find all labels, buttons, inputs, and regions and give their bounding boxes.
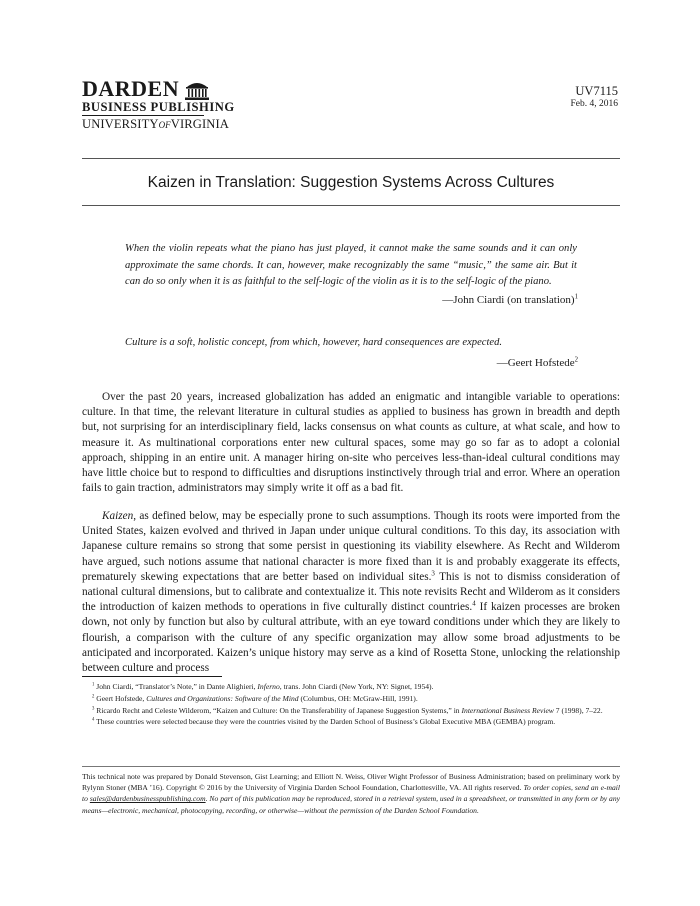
p2-part-b: This is not to dismiss consideration of national cultural dimensions, but to calibrate and contextualize it. This note revisits Recht and Wilderom as it considers the introduction of kaizen methods to operations in five culturally distinct countries.: [82, 570, 620, 614]
doc-code: UV7115: [575, 84, 618, 98]
epigraph-hofstede-attribution: [497, 357, 578, 370]
page-title: Kaizen in Translation: Suggestion Systems Across Cultures: [147, 174, 555, 191]
notice-text: This technical note was prepared by Donald Stevenson, Gist Learning; and Elliott N. Weiss, Oliver Wight Professor of Business Administration; based on preliminary work by Rylynn Stoner (MBA ’16). Copyright © 2016 by the University of Virginia Darden School Foundation, Charlottesville, VA. All rights reserved.: [82, 772, 620, 793]
footnote-ref-1: 1: [574, 293, 578, 301]
footnote-1: [82, 682, 620, 693]
epigraph-hofstede: Culture is a soft, holistic concept, from which, however, hard consequences are expected.: [125, 337, 503, 348]
footnotes: [82, 682, 620, 729]
footnote-3-a: Ricardo Recht and Celeste Wilderom, “Kaizen and Culture: On the Transferability of Japanese Suggestion Systems,” in: [94, 705, 462, 715]
hofstede-attribution-text: —Geert Hofstede: [496, 357, 575, 369]
footnote-2-title: Cultures and Organizations: Software of the Mind: [146, 693, 299, 703]
logo-university-b: VIRGINIA: [170, 117, 229, 131]
footnote-3: [82, 706, 620, 717]
paragraph-1-text: Over the past 20 years, increased globalization has added an enigmatic and intangible variable to operations: culture. In that time, the relevant literature in cultural studies as applied to business has grown in breadth and depth but, not surprising for an interdisciplinary field, lacks consensus on what counts as culture, at what scale, and how to measure it. As multinational corporations enter new cultural spaces, some may go so far as to adopt a colonial approach, shipping in an entire unit. A manager hiring on-site who perceives less-than-ideal cultural conditions may have little choice but to respond to difficulties and disruptions instinctively through trial and error. Where an operation fails to gain traction, administrators may simply write it off as a bad fit.: [82, 391, 620, 495]
footnote-4: [82, 717, 620, 728]
title-rule-bottom: [82, 205, 620, 206]
rotunda-icon: [185, 80, 209, 100]
footnote-3-number: 3: [92, 706, 95, 712]
sales-email-link[interactable]: sales@dardenbusinesspublishing.com: [89, 794, 206, 804]
logo-business-publishing: BUSINESS PUBLISHING: [82, 100, 235, 114]
footnote-4-number: 4: [92, 717, 95, 723]
p2-part-a: , as defined below, may be especially prone to such assumptions. Though its roots were imported from the United States, kaizen evolved and thrived in Japan under unique cultural conditions. To this day, its association with Japanese culture remains so strong that some persist in questioning its viability elsewhere. As Recht and Wilderom have argued, such notions assume that national character is more fixed than it is and probably exaggerate its effects, prematurely skewing expectations that are better based on individual sites.: [82, 510, 620, 583]
logo-university: [82, 117, 229, 131]
footnote-rule: [82, 676, 222, 677]
p2-part-c: If kaizen processes are broken down, not only by function but also by cultural attribute, with an eye toward conditions under which they are likely to flourish, a comparison with the culture of any specific organization may allow some broad adjustments to be anticipated and incorporated. Kaizen’s unique history may serve as a kind of Rosetta Stone, unlocking the relationship between culture and process: [82, 601, 620, 675]
epigraph-ciardi: When the violin repeats what the piano has just played, it cannot make the same sounds and it can only approximate the same chords. It can, however, make recognizably the same “music,” the same air. But it can do so only when it is as faithful to the self-logic of the violin as it is to the self-logic of the piano.: [125, 243, 577, 287]
footnote-3-b: 7 (1998), 7–22.: [553, 705, 603, 715]
copyright-notice: [82, 771, 620, 816]
darden-logo: [82, 78, 242, 134]
kaizen-term: Kaizen: [102, 510, 134, 522]
body-paragraph-2: [82, 509, 620, 676]
footnote-2: [82, 694, 620, 705]
footnote-ref-4: 4: [472, 599, 476, 608]
notice-rule: [82, 766, 620, 767]
footnote-2-b: (Columbus, OH: McGraw-Hill, 1991).: [298, 693, 418, 703]
logo-university-a: UNIVERSITY: [82, 117, 159, 131]
paragraph-2-text: [82, 509, 620, 676]
footnote-1-title: Inferno: [257, 682, 280, 691]
notice-italic-a: To order copies, send an e-mail to: [82, 783, 620, 804]
footnote-1-a: John Ciardi, “Translator’s Note,” in Dante Alighieri,: [94, 682, 258, 691]
title-rule-top: [82, 158, 620, 159]
epigraph-ciardi-attribution: [442, 294, 578, 307]
footnote-4-a: These countries were selected because they were the countries visited by the Darden School of Business’s Global Executive MBA (GEMBA) program.: [94, 717, 556, 727]
footnote-ref-2: 2: [574, 356, 578, 364]
footnote-1-number: 1: [92, 682, 95, 688]
logo-divider: [82, 115, 204, 116]
footnote-2-number: 2: [92, 694, 95, 700]
doc-date: Feb. 4, 2016: [570, 99, 618, 109]
footnote-ref-3: 3: [431, 569, 435, 578]
footnote-2-a: Geert Hofstede,: [94, 693, 147, 703]
notice-italic-b: . No part of this publication may be reproduced, stored in a retrieval system, used in a spreadsheet, or transmitted in any form or by any means—electronic, mechanical, photocopying, recording, or otherwise—without the permission of the Darden School Foundation.: [82, 794, 620, 815]
logo-university-of: of: [158, 117, 171, 131]
logo-darden-text: DARDEN: [82, 76, 180, 101]
footnote-3-title: International Business Review: [461, 705, 554, 715]
body-paragraph-1: [82, 390, 620, 496]
footnote-1-b: , trans. John Ciardi (New York, NY: Signet, 1954).: [279, 682, 434, 691]
ciardi-attribution-text: —John Ciardi (on translation): [442, 294, 575, 306]
